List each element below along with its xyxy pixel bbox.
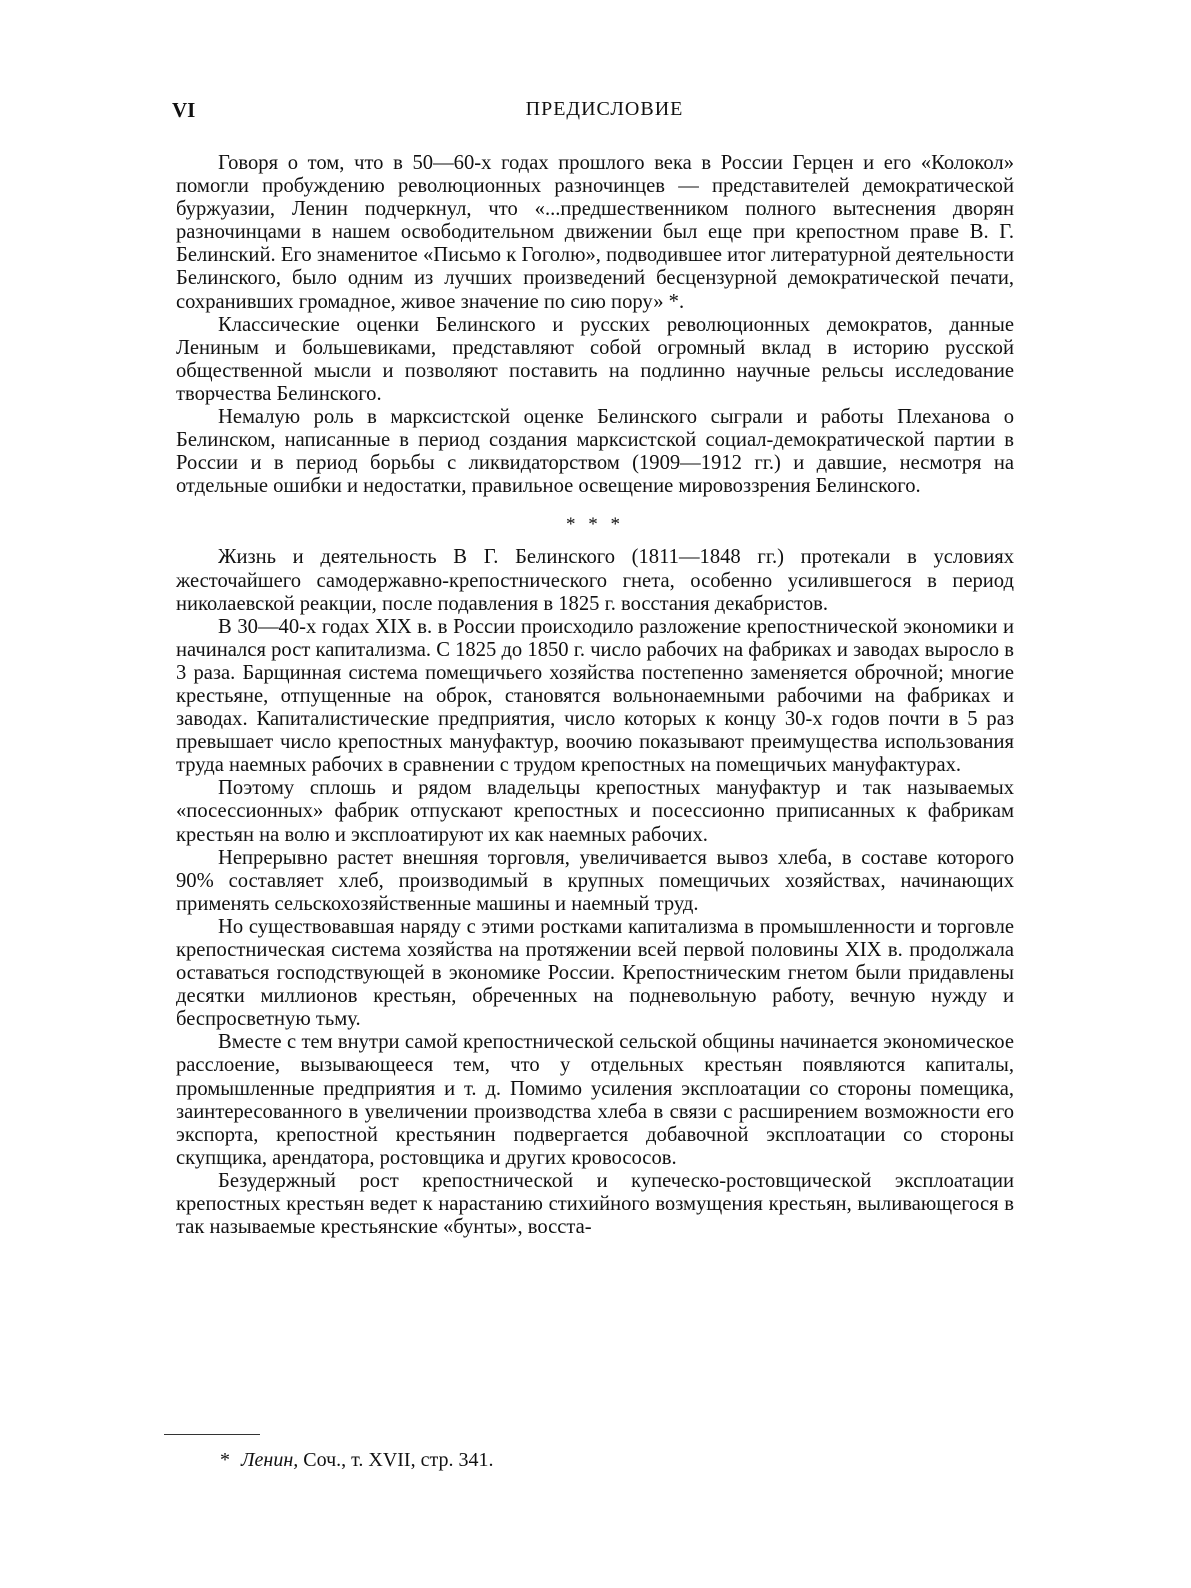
paragraph: Немалую роль в марксистской оценке Белинского сыграли и работы Плеханова о Белинском, написанные в период создания марксистской социал-демократической партии в России и в период борьбы с ликвидаторством (1909—1912 гг.) и давшие, несмотря на отдельные ошибки и недостатки, правильное освещение мировоззрения Белинского. (176, 406, 1014, 498)
paragraph: Непрерывно растет внешняя торговля, увеличивается вывоз хлеба, в составе которого 90% составляет хлеб, производимый в крупных помещичьих хозяйствах, начинающих применять сельскохозяйственные машины и наемный труд. (176, 846, 1014, 915)
section-separator: * * * (566, 514, 624, 536)
page-number: VI (172, 98, 196, 122)
footnote-reference: Соч., т. XVII, стр. 341. (303, 1449, 494, 1471)
paragraph: Но существовавшая наряду с этими ростками капитализма в промышленности и торговле крепостническая система хозяйства на протяжении всей первой половины XIX в. продолжала оставаться господствующей в экономике России. Крепостническим гнетом были придавлены десятки миллионов крестьян, обреченных на подневольную работу, вечную нужду и беспросветную тьму. (176, 915, 1014, 1031)
paragraph: В 30—40-х годах XIX в. в России происходило разложение крепостнической экономики и начинался рост капитализма. С 1825 до 1850 г. число рабочих на фабриках и заводах выросло в 3 раза. Барщинная система помещичьего хозяйства постепенно заменяется оброчной; многие крестьяне, отпущенные на оброк, становятся вольнонаемными рабочими на фабриках и заводах. Капиталистические предприятия, число которых к концу 30-х годов почти в 5 раз превышает число крепостных мануфактур, воочию показывают преимущества использования труда наемных рабочих в сравнении с трудом крепостных на помещичьих мануфактурах. (176, 615, 1014, 777)
paragraph: Говоря о том, что в 50—60-х годах прошлого века в России Герцен и его «Колокол» помогли пробуждению революционных разночинцев — представителей демократической буржуазии, Ленин подчеркнул, что «...предшественником полного вытеснения дворян разночинцами в нашем освободительном движении был еще при крепостном праве В. Г. Белинский. Его знаменитое «Письмо к Гоголю», подводившее итог литературной деятельности Белинского, было одним из лучших произведений бесцензурной демократической печати, сохранивших громадное, живое значение по сию пору» *. (176, 152, 1014, 313)
running-title: ПРЕДИСЛОВИЕ (525, 98, 684, 120)
paragraph: Поэтому сплошь и рядом владельцы крепостных мануфактур и так называемых «посессионных» фабрик отпускают крепостных и посессионно приписанных к фабрикам крестьян на волю и эксплоатируют их как наемных рабочих. (176, 777, 1014, 846)
paragraph: Вместе с тем внутри самой крепостнической сельской общины начинается экономическое расслоение, вызывающееся тем, что у отдельных крестьян появляются капиталы, промышленные предприятия и т. д. Помимо усиления эксплоатации со стороны помещика, заинтересованного в увеличении производства хлеба в связи с расширением возможности его экспорта, крепостной крестьянин подвергается добавочной эксплоатации со стороны скупщика, арендатора, ростовщика и других кровососов. (176, 1031, 1014, 1169)
footnote (220, 1448, 493, 1472)
main-text (176, 152, 1014, 1239)
paragraph: Безудержный рост крепостнической и купеческо-ростовщической эксплоатации крепостных крестьян ведет к нарастанию стихийного возмущения крестьян, выливающегося в так называемые крестьянские «бунты», восста- (176, 1169, 1014, 1239)
footnote-mark: * (220, 1449, 230, 1471)
page-header (172, 98, 1037, 128)
footnote-divider (164, 1434, 260, 1435)
footnote-author: Ленин, (241, 1449, 299, 1471)
paragraph: Жизнь и деятельность В Г. Белинского (1811—1848 гг.) протекали в условиях жесточайшего самодержавно-крепостнического гнета, особенно усилившегося в период николаевской реакции, после подавления в 1825 г. восстания декабристов. (176, 546, 1014, 615)
paragraph: Классические оценки Белинского и русских революционных демократов, данные Лениным и большевиками, представляют собой огромный вклад в историю русской общественной мысли и позволяют поставить на подлинно научные рельсы исследование творчества Белинского. (176, 313, 1014, 405)
